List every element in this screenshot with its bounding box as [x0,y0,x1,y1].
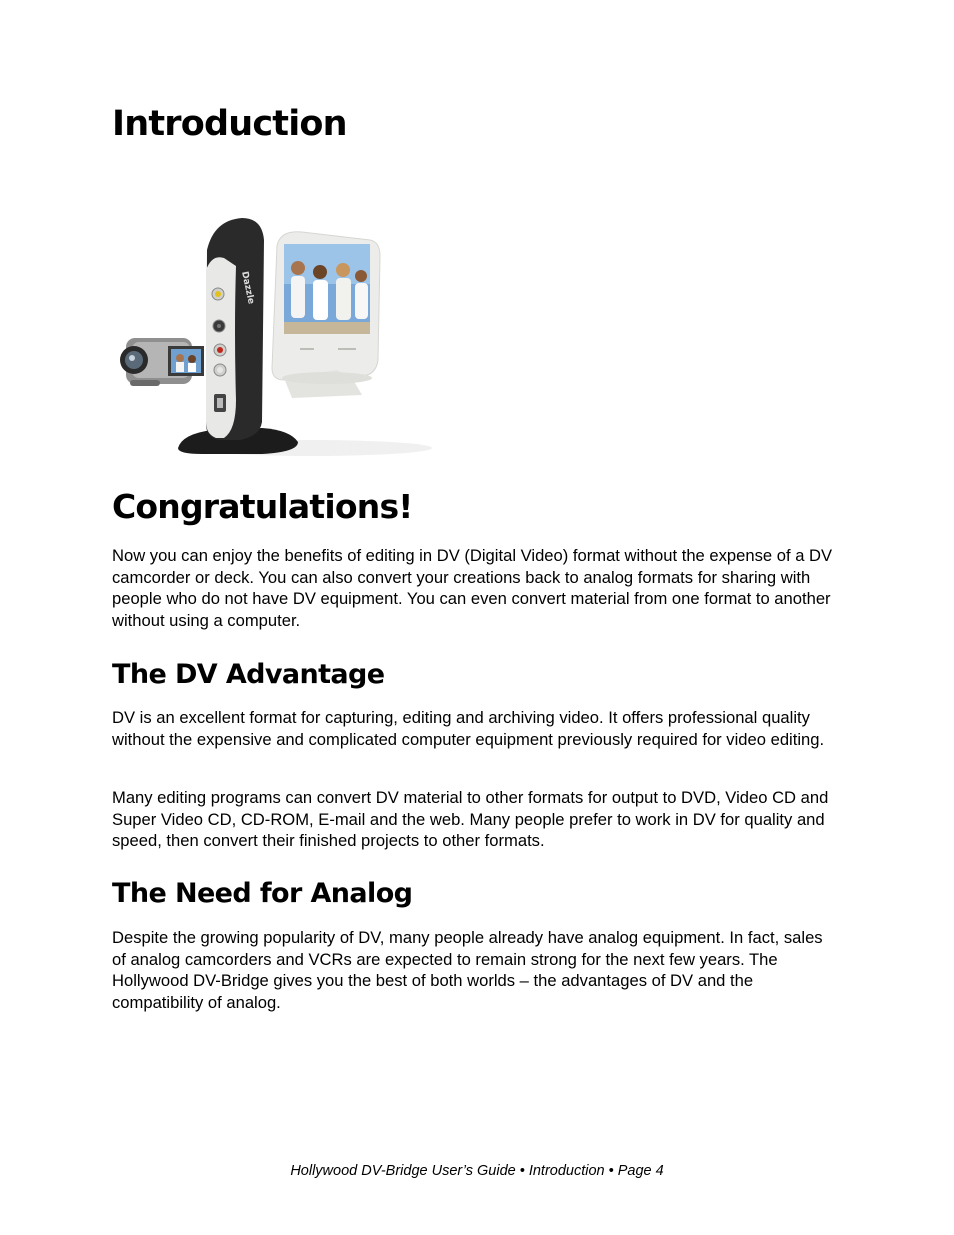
paragraph-need-for-analog: Despite the growing popularity of DV, many people already have analog equipment. In fact, sales of analog camcorders and VCRs are expected to remain strong for the next few years. The Hollywood DV-Bridge gives you the best of both worlds – the advantages of DV and the compatibility of analog. [112,928,823,1013]
section-heading-need-for-analog: The Need for Analog [112,878,413,909]
section-heading-dv-advantage: The DV Advantage [112,659,385,690]
page-footer: Hollywood DV-Bridge User’s Guide • Introduction • Page 4 [290,1163,664,1179]
paragraph-congratulations: Now you can enjoy the benefits of editing in DV (Digital Video) format without the expense of a DV camcorder or deck. You can also convert your creations back to analog formats for sharing with people who do not have DV equipment. You can even convert material from one format to another without using a computer. [112,546,833,631]
dv-bridge-product-illustration [112,210,442,460]
paragraph-dv-advantage-2: Many editing programs can convert DV material to other formats for output to DVD, Video CD and Super Video CD, CD-ROM, E-mail and the web. Many people prefer to work in DV for quality and speed, then convert their finished projects to other formats. [112,788,829,851]
device-brand-logo: Dazzle [239,270,256,306]
product-photo [112,210,442,460]
paragraph-dv-advantage-1: DV is an excellent format for capturing, editing and archiving video. It offers professional quality without the expensive and complicated computer equipment previously required for video editing. [112,708,825,749]
section-heading-congratulations: Congratulations! [112,487,413,526]
crt-monitor [272,232,380,398]
camcorder [120,338,204,386]
page-title: Introduction [112,104,347,144]
